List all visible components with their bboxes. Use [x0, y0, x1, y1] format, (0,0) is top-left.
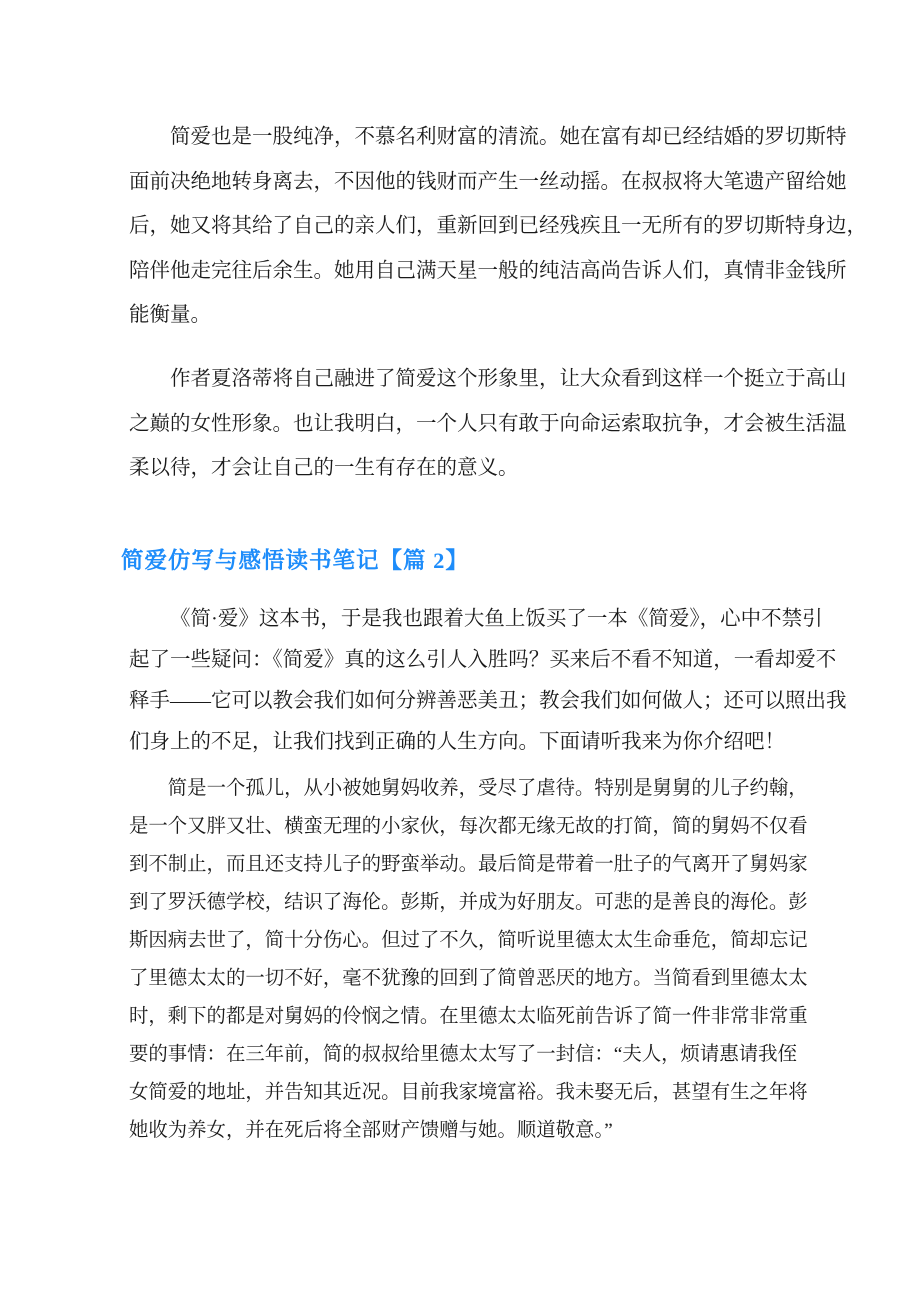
text-line: 们身上的不足，让我们找到正确的人生方向。下面请听我来为你介绍吧！ — [129, 731, 785, 753]
text-line: 能衡量。 — [129, 304, 211, 326]
text-line: 释手——它可以教会我们如何分辨善恶美丑；教会我们如何做人；还可以照出我 — [129, 690, 847, 712]
text-line: 是一个又胖又壮、横蛮无理的小家伙，每次都无缘无故的打简，简的舅妈不仅看 — [129, 816, 808, 837]
text-line: 之巅的女性形象。也让我明白，一个人只有敢于向命运索取抗争，才会被生活温 — [129, 412, 847, 435]
text-line: 女简爱的地址，并告知其近况。目前我家境富裕。我未娶无后，甚望有生之年将 — [129, 1082, 808, 1103]
text-line: 作者夏洛蒂将自己融进了简爱这个形象里，让大众看到这样一个挺立于高山 — [170, 368, 847, 390]
text-line: 起了一些疑问：《简爱》真的这么引人入胜吗？买来后不看不知道，一看却爱不 — [129, 649, 837, 671]
text-line: 斯因病去世了，简十分伤心。但过了不久，简听说里德太太生命垂危，简却忘记 — [129, 930, 808, 951]
text-line: 时，剩下的都是对舅妈的伶悯之情。在里德太太临死前告诉了简一件非常非常重 — [129, 1006, 808, 1027]
paragraph-jane-story — [129, 770, 807, 1150]
text-line: 简是一个孤儿，从小被她舅妈收养，受尽了虐待。特别是舅舅的儿子约翰， — [167, 778, 808, 799]
paragraph-author-reflection — [129, 357, 847, 491]
text-line: 后，她又将其给了自己的亲人们，重新回到已经残疾且一无所有的罗切斯特身边， — [129, 215, 867, 237]
text-line: 简爱也是一股纯净，不慕名利财富的清流。她在富有却已经结婚的罗切斯特 — [170, 126, 847, 148]
text-line: 面前决绝地转身离去，不因他的钱财而产生一丝动摇。在叔叔将大笔遗产留给她 — [129, 170, 847, 193]
section-heading: 简爱仿写与感悟读书笔记【篇 2】 — [121, 548, 469, 573]
paragraph-jane-purity — [129, 115, 867, 338]
paragraph-book-intro — [129, 599, 847, 763]
text-line: 到不制止，而且还支持儿子的野蛮举动。最后简是带着一肚子的气离开了舅妈家 — [129, 854, 808, 875]
text-line: 柔以待，才会让自己的一生有存在的意义。 — [129, 457, 519, 479]
text-line: 《简·爱》这本书，于是我也跟着大鱼上饭买了一本《简爱》，心中不禁引 — [170, 608, 823, 630]
text-line: 要的事情：在三年前，简的叔叔给里德太太写了一封信：“夫人，烦请惠请我侄 — [129, 1044, 797, 1065]
text-line: 到了罗沃德学校，结识了海伦。彭斯，并成为好朋友。可悲的是善良的海伦。彭 — [129, 892, 808, 913]
text-line: 陪伴他走完往后余生。她用自己满天星一般的纯洁高尚告诉人们，真情非金钱所 — [129, 259, 847, 282]
text-line: 了里德太太的一切不好，毫不犹豫的回到了简曾恶厌的地方。当简看到里德太太 — [129, 968, 808, 989]
text-line: 她收为养女，并在死后将全部财产馈赠与她。顺道敬意。” — [129, 1120, 613, 1141]
